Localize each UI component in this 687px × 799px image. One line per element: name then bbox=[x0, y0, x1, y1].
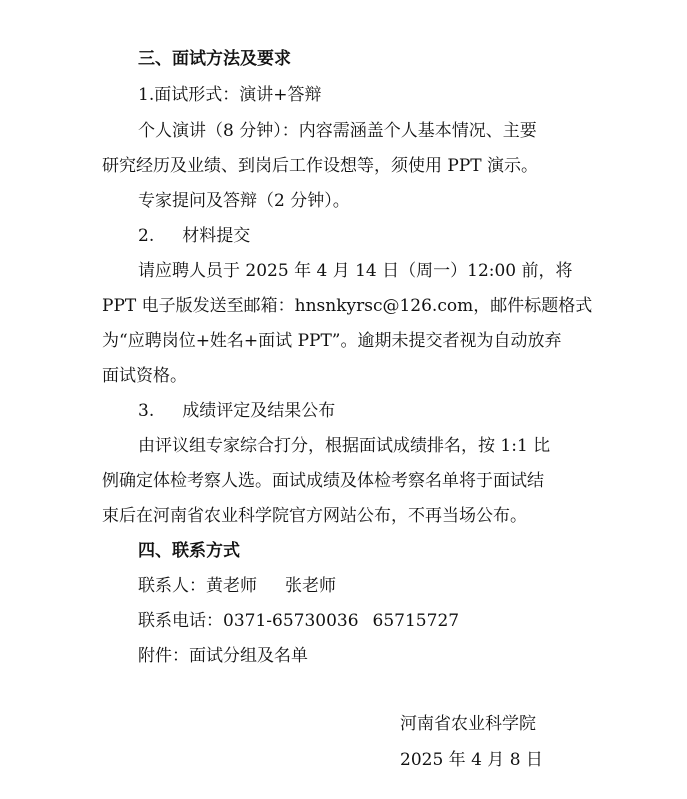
qa-paragraph: 专家提问及答辩（2 分钟）。 bbox=[138, 191, 350, 211]
speech-paragraph-line-2: 研究经历及业绩、到岗后工作设想等，须使用 PPT 演示。 bbox=[102, 156, 539, 176]
scoring-paragraph-line-3: 束后在河南省农业科学院官方网站公布，不再当场公布。 bbox=[102, 506, 527, 526]
scoring-paragraph-line-2: 例确定体检考察人选。面试成绩及体检考察名单将于面试结 bbox=[102, 471, 544, 491]
signature-org: 河南省农业科学院 bbox=[400, 714, 536, 734]
contact-person-line bbox=[0, 575, 687, 597]
signature-date: 2025 年 4 月 8 日 bbox=[400, 750, 543, 770]
attachment-line: 附件：面试分组及名单 bbox=[138, 646, 308, 666]
section-3-title: 三、面试方法及要求 bbox=[138, 49, 291, 69]
speech-paragraph-line-1: 个人演讲（8 分钟）：内容需涵盖个人基本情况、主要 bbox=[138, 121, 537, 141]
scoring-number: 3. bbox=[138, 401, 155, 421]
submission-paragraph-line-3: 为“应聘岗位+姓名+面试 PPT”。逾期未提交者视为自动放弃 bbox=[102, 331, 562, 351]
material-submission-heading bbox=[0, 225, 687, 247]
contact-phone-primary: 联系电话：0371-65730036 bbox=[138, 611, 359, 631]
material-submission-title: 材料提交 bbox=[182, 226, 251, 246]
section-4-title: 四、联系方式 bbox=[138, 541, 240, 561]
contact-person-primary: 联系人：黄老师 bbox=[138, 576, 257, 596]
submission-paragraph-line-2: PPT 电子版发送至邮箱：hnsnkyrsc@126.com，邮件标题格式 bbox=[102, 296, 593, 316]
scoring-title: 成绩评定及结果公布 bbox=[182, 401, 336, 421]
scoring-heading bbox=[0, 400, 687, 422]
scoring-paragraph-line-1: 由评议组专家综合打分，根据面试成绩排名，按 1:1 比 bbox=[138, 436, 551, 456]
contact-phone-secondary: 65715727 bbox=[372, 611, 460, 631]
contact-person-secondary: 张老师 bbox=[285, 576, 336, 596]
interview-format-heading: 1.面试形式：演讲+答辩 bbox=[138, 85, 322, 105]
submission-paragraph-line-1: 请应聘人员于 2025 年 4 月 14 日（周一）12:00 前，将 bbox=[138, 261, 573, 281]
submission-paragraph-line-4: 面试资格。 bbox=[102, 366, 187, 386]
contact-phone-line bbox=[0, 610, 687, 632]
material-submission-number: 2. bbox=[138, 226, 155, 246]
